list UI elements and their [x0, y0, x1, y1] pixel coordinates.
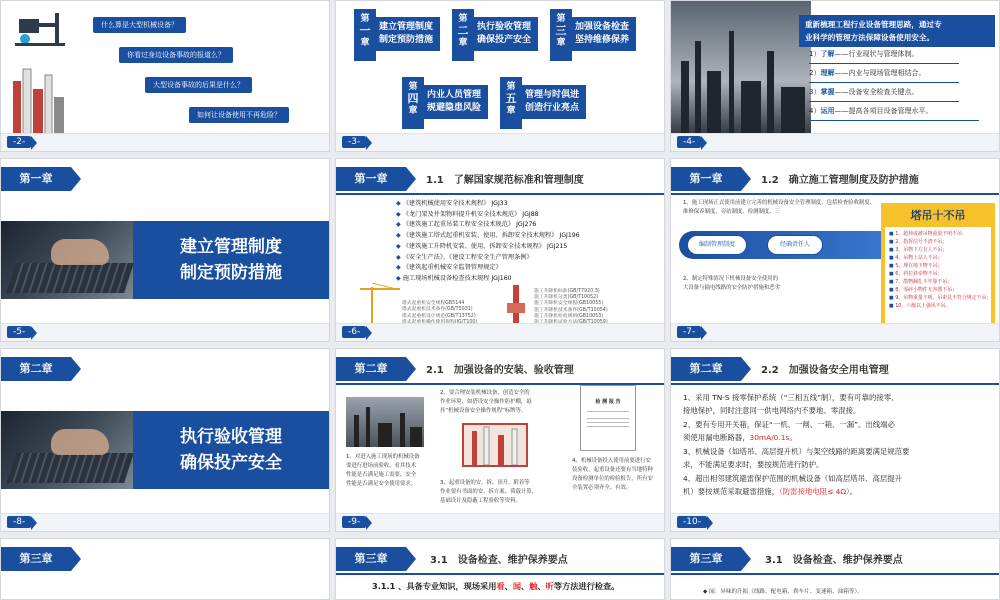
chapter-tag: 第三章	[336, 547, 406, 571]
chapter-tag: 第一章	[1, 167, 71, 191]
footer-bar	[336, 323, 664, 341]
standard-item: ◆ 《安全生产法》、《建设工程安全生产管理条例》	[396, 253, 580, 264]
page-number: -6-	[342, 326, 366, 338]
flow-step-1: 编制管理制度	[687, 235, 747, 255]
page-number: -5-	[7, 326, 31, 338]
section-title: 3.1 设备检查、维护保养要点	[430, 555, 568, 566]
flow-step-2: 经确责任人	[767, 235, 823, 255]
page-number: -3-	[342, 136, 366, 148]
point-3: 3）掌握——设备安全检查关键点。	[809, 83, 959, 102]
title-rule	[336, 573, 664, 575]
standard-item: ◆ 《龙门架及井架物料提升机安全技术规范》 JGJ88	[396, 210, 580, 221]
paragraph-1: 1、对进入施工现场的机械设备 要进行进场前验收，看其技术 性能是否满足施工需要，安全 性能是否满足安全使用要求。	[346, 454, 420, 487]
footer-bar	[671, 133, 999, 151]
page-number: -7-	[677, 326, 701, 338]
chapter-tag: 第二章	[1, 357, 71, 381]
section-title: 2.2 加强设备安全用电管理	[761, 365, 889, 376]
card-title: 塔吊十不吊	[881, 203, 995, 227]
question-4: 如何让设备使用不再危险？	[189, 107, 289, 123]
item-4: 4、超出相邻建筑避雷保护范围的机械设备（如高层塔吊、高层提升 机）要按规范采取避雷措施，（防雷接地电阻≤ 4Ω）。	[683, 474, 903, 496]
laptop-photo	[1, 411, 135, 489]
slide-9[interactable]	[335, 348, 665, 532]
slide-5[interactable]	[0, 158, 330, 342]
chapter-4-number: 第 四 章	[402, 77, 424, 129]
slide-4[interactable]	[670, 0, 1000, 152]
tower-crane-icon	[360, 283, 400, 327]
standard-item: ◆ 施工现场机械设备检查技术规程 JGJ160	[396, 274, 580, 285]
footer-bar	[336, 513, 664, 531]
section-title: 3.1 设备检查、维护保养要点	[765, 555, 903, 566]
footer-bar	[336, 133, 664, 151]
chapter-tag: 第一章	[671, 167, 741, 191]
learning-points	[809, 45, 979, 121]
point-1: 1）了解——行业现状与管理体制。	[809, 45, 959, 64]
slide-11[interactable]	[0, 538, 330, 600]
point-4: 4）运用——提高各项目设备管理水平。	[809, 102, 979, 121]
ten-no-lift-card	[881, 203, 995, 333]
slide-3[interactable]	[335, 0, 665, 152]
title-rule	[671, 193, 999, 195]
standards-list	[396, 199, 580, 285]
slide-10[interactable]	[670, 348, 1000, 532]
title-rule	[336, 193, 664, 195]
slide-7[interactable]	[670, 158, 1000, 342]
chapter-2-name[interactable]: 执行验收管理 确保投产安全	[472, 17, 538, 51]
paragraph-1: 1、施工现场正式使用前建立完善的机械设备安全管理制度，包括检查验收制度、 维修保养制度、旁站制度、检测制度、三	[683, 200, 876, 215]
laptop-photo	[1, 221, 135, 299]
card-list: ■ 1、超荷或被吊物重量不明不吊； ■ 2、指挥信号不清不吊； ■ 3、吊物下方有人不吊； ■ 4、吊物上站人不吊； ■ 5、埋在地下物不吊； ■ 6、斜拉斜牵物不吊； ■ 7、散物捆扎不牢靠不吊； ■ 8、零碎小物件无容器不吊； ■ 9、吊物重量不明、吊索具不符合规定不吊； ■ 10、六级以上强风不吊。	[885, 227, 991, 331]
slide-12[interactable]	[335, 538, 665, 600]
chapter-4-name[interactable]: 内业人员管理 规避隐患风险	[422, 85, 488, 119]
question-2: 你看过身边设备事故的报道么？	[119, 47, 233, 63]
footer-bar	[671, 323, 999, 341]
title-rule	[671, 383, 999, 385]
chapter-tag: 第三章	[671, 547, 741, 571]
chapter-2-number: 第 二 章	[452, 9, 474, 61]
page-number: -8-	[7, 516, 31, 528]
chapter-1-name[interactable]: 建立管理制度 制定预防措施	[374, 17, 440, 51]
footer-bar	[1, 133, 329, 151]
slide-6[interactable]	[335, 158, 665, 342]
question-3: 大型设备事故的后果是什么？	[145, 77, 252, 93]
page-number: -10-	[677, 516, 707, 528]
item-3: 3、机械设备（如塔吊、高层提升机）与架空线路的距离要满足规范要 求，不能满足要求时，要按规范进行防护。	[683, 447, 910, 469]
chapter-title: 建立管理制度 制定预防措施	[133, 221, 329, 299]
section-title: 1.1 了解国家规范标准和管理制度	[426, 175, 584, 186]
refinery-tower-icon	[9, 61, 69, 141]
footer-bar	[671, 513, 999, 531]
inspection-methods-line: 3.1.1 、具备专业知识，现场采用看、闻、触、听等方法进行检查。	[372, 581, 620, 591]
standard-item: ◆ 《建筑施工起重吊装工程安全技术规范》 JGJ276	[396, 220, 580, 231]
crane-standards: 塔式起重机安全规程GB5144 塔式起重机技术条件(GB/T5031) 塔式起重机设计规范(GB/T13752)	[402, 301, 476, 319]
standard-item: ◆ 《建筑起重机械安全监督管理规定》	[396, 263, 580, 274]
headline-box: 重新梳理工程行业设备管理思路，通过专 业科学的管理方法保障设备使用安全。	[799, 15, 995, 47]
slide-2[interactable]	[0, 0, 330, 152]
slide-13[interactable]	[670, 538, 1000, 600]
footer-bar	[1, 513, 329, 531]
page-number: -4-	[677, 136, 701, 148]
section-title: 2.1 加强设备的安装、验收管理	[426, 365, 574, 376]
industrial-skyline-photo	[671, 1, 811, 135]
inspection-report: 检 测 报 告	[580, 385, 636, 451]
construction-hoist-icon	[504, 285, 530, 327]
chapter-tag: 第一章	[336, 167, 406, 191]
chapter-3-number: 第 三 章	[550, 9, 572, 61]
question-1: 什么算是大型机械设备？	[93, 17, 186, 33]
smell-note: ◆ 闻：异味的升振（线路、配电箱、刹车片、变速箱、油箱等）。	[703, 589, 863, 595]
footer-bar	[1, 323, 329, 341]
chapter-tag: 第三章	[1, 547, 71, 571]
plant-photo	[346, 397, 424, 447]
chapter-tag: 第二章	[671, 357, 741, 381]
paragraph-2: 2、制定特殊情况下机械设备安全使用的 大设备与输电线路的安全防护措施和恶劣	[683, 276, 781, 291]
paragraph-2: 2、要合理安装机械设备，创造安全的 作业环境，如搭设安全操作防护棚，悬 挂“机械设备安全操作规程”标牌等。	[440, 390, 532, 414]
chapter-3-name[interactable]: 加强设备检查 坚持维修保养	[570, 17, 636, 51]
oil-pump-icon	[13, 9, 73, 49]
chapter-1-number: 第 一 章	[354, 9, 376, 61]
title-rule	[671, 573, 999, 575]
paragraph-4: 4、机械设备投入使用前要进行安 装验收，起重设备还要有当地特种 设备检测单位的检验报告，所有安 全装置必须齐全、有效。	[572, 458, 653, 491]
point-2: 2）理解——内业与现场管理相结合。	[809, 64, 959, 83]
standard-item: ◆ 《建筑施工升降机安装、使用、拆卸安全技术规程》 JGJ215	[396, 242, 580, 253]
item-2: 2、要有专用开关箱，保证“一机、一闸、一箱、一漏”。出线端必 须使用漏电断路器，30mA/0.1s。	[683, 420, 895, 442]
electric-safety-list	[683, 391, 909, 499]
chapter-title: 执行验收管理 确保投产安全	[133, 411, 329, 489]
standard-item: ◆ 《建筑施工塔式起重机安装、使用、拆卸安全技术规程》 JGJ196	[396, 231, 580, 242]
item-1: 1、采用 TN-S 接零保护系统（“三相五线”制），要有可靠的接零、 接地保护，同时注意同一供电网络内不要地、零混接。	[683, 393, 899, 415]
standard-item: ◆ 《建筑机械使用安全技术规程》 JGJ33	[396, 199, 580, 210]
paragraph-3: 3、起重设备的安、拆、顶升、附着等 作业要有书面的安、拆方案、荷载计算、 基础设计及隐蔽工程验收等资料。	[440, 480, 538, 504]
page-number: -2-	[7, 136, 31, 148]
tower-photo	[462, 423, 528, 467]
slide-8[interactable]	[0, 348, 330, 532]
hoist-standards: 施工升降机标准(GB/T7920.3) 施工升降机分类(GB/T10052) 施工升降机安全规程(GB10055) 施工升降机技术条件(GB/T10054) 施工升降机检验规则(GB10053)	[534, 289, 608, 319]
page-number: -9-	[342, 516, 366, 528]
chapter-5-number: 第 五 章	[500, 77, 522, 129]
chapter-5-name[interactable]: 管理与时俱进 创造行业亮点	[520, 85, 586, 119]
section-title: 1.2 确立施工管理制度及防护措施	[761, 175, 919, 186]
chapter-tag: 第二章	[336, 357, 406, 381]
